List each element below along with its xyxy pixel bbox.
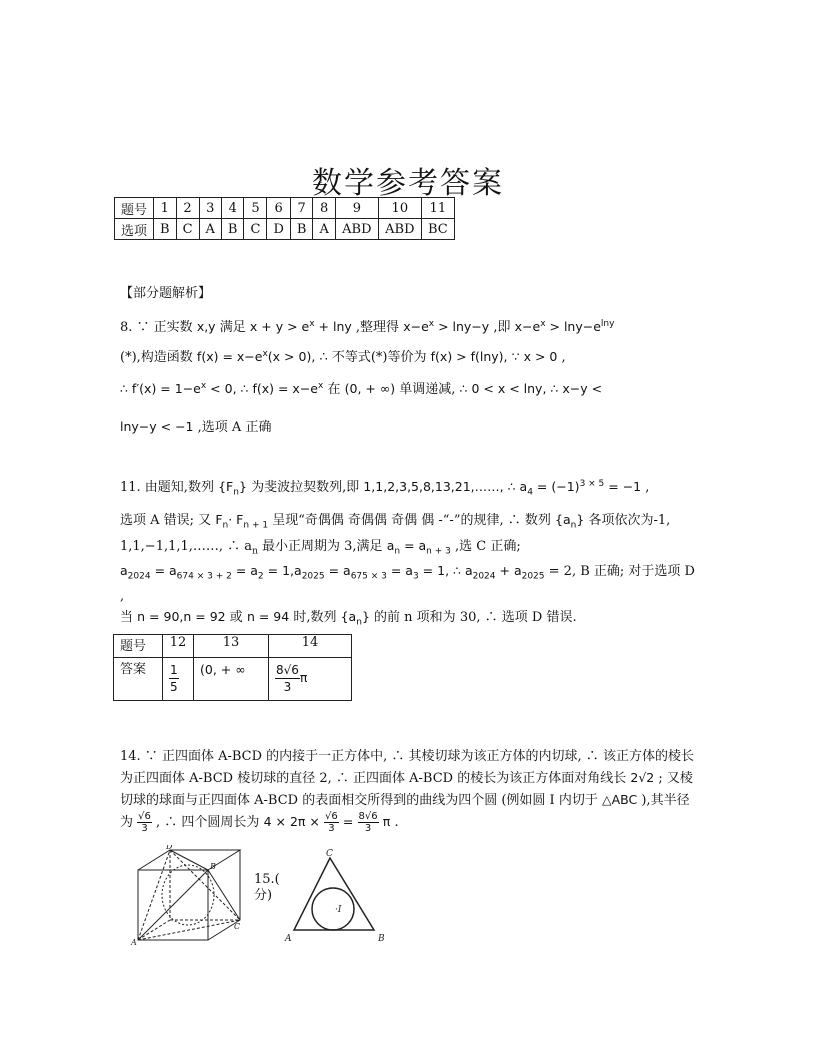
table-cell: B	[221, 219, 244, 240]
math-part: = −1	[608, 479, 642, 494]
table-cell: BC	[421, 219, 454, 240]
math-part: = a	[390, 563, 413, 579]
fraction	[137, 811, 152, 834]
triangle-incircle-figure	[282, 846, 392, 946]
math-part: x−e	[514, 319, 541, 334]
vertex-label-a: A	[285, 934, 292, 944]
numerator: √6	[325, 811, 338, 822]
math	[120, 381, 323, 396]
math-part: < 0, ∴ f(x) = x−e	[210, 381, 318, 396]
math	[218, 479, 247, 498]
table-cell: 1	[154, 198, 177, 219]
denominator: 3	[328, 823, 335, 834]
math: x,y	[196, 319, 216, 334]
tetra-edge	[170, 850, 240, 920]
tetra-edge	[170, 850, 208, 870]
table-row	[115, 198, 455, 219]
table-row	[114, 658, 352, 701]
sub: 4	[527, 487, 533, 498]
math	[340, 608, 370, 628]
text: 呈现“奇偶偶 奇偶偶 奇偶 偶 -“-”的规律, ∴ 数列	[272, 513, 551, 528]
table-cell: 3	[199, 198, 221, 219]
text: = 2, B 正确; 对于选项 D ,	[120, 564, 695, 604]
math: =	[342, 814, 354, 829]
text: 时,数列	[293, 609, 337, 625]
math	[197, 349, 315, 364]
vertex-label-b: B	[378, 934, 385, 944]
table-cell: 4	[221, 198, 244, 219]
text: 选项 A 错误; 又	[120, 513, 212, 528]
sub: n	[356, 617, 362, 628]
math-part: ∴ f′(x) = 1−e	[120, 381, 201, 396]
math: 4 × 2π ×	[263, 814, 320, 829]
text: ),其半径为	[120, 793, 690, 830]
math-part: = (−1)	[536, 479, 580, 494]
numerator: √6	[138, 811, 151, 822]
q15-label	[254, 872, 280, 904]
table-cell: 选项	[115, 219, 154, 240]
math	[120, 563, 545, 582]
math-part: · F	[228, 512, 244, 527]
table-cell: 6	[267, 198, 290, 219]
text: ,即	[493, 320, 511, 335]
math-part: }	[361, 608, 370, 624]
text: 各项依次为-1, 1,1,−1,1,1,……, ∴ a	[120, 513, 671, 554]
text: .	[394, 815, 399, 830]
math-part: x + y > e	[249, 319, 310, 334]
table-cell: 题号	[114, 635, 163, 658]
math: π	[299, 670, 308, 685]
table-cell: C	[244, 219, 267, 240]
text: ,整理得	[355, 320, 400, 335]
numerator: 8√6	[358, 811, 378, 822]
table-cell: 2	[176, 198, 199, 219]
math	[363, 478, 642, 498]
table-cell: 8	[313, 198, 335, 219]
table-cell: 11	[421, 198, 454, 219]
math-part: 1,1,2,3,5,8,13,21,……, ∴ a	[363, 479, 528, 494]
table-cell: 9	[335, 198, 378, 219]
math-part: > lny−e	[549, 319, 601, 334]
math-part: {F	[218, 479, 234, 494]
sup: x	[309, 318, 315, 329]
denominator: 3	[283, 680, 292, 694]
q8-line-4	[120, 416, 271, 435]
page-title: 数学参考答案	[312, 166, 504, 201]
text: 分)	[254, 888, 273, 903]
table-row	[114, 635, 352, 658]
vertex-label-d: D	[166, 845, 173, 851]
math-part: = 1,a	[267, 563, 302, 579]
table-cell: 14	[269, 635, 352, 658]
numerator: 8√6	[276, 663, 299, 677]
text: 8. ∵ 正实数	[120, 320, 193, 335]
math-part: = a	[328, 563, 351, 579]
q8-line-2	[120, 346, 566, 365]
text: ,	[561, 350, 566, 365]
answer-table-2	[113, 634, 352, 701]
table-cell: A	[199, 219, 221, 240]
tetra-edge	[138, 870, 208, 940]
table-cell: 13	[194, 635, 269, 658]
tetra-edge	[138, 850, 170, 940]
table-row	[115, 219, 455, 240]
math: n = 90,n = 92	[137, 608, 226, 624]
tetra-edge	[208, 870, 240, 920]
math	[515, 319, 615, 334]
math: (0, + ∞)	[344, 381, 396, 396]
text: , ∴ 四个圆周长为	[156, 815, 260, 830]
math-part: a	[120, 563, 128, 579]
sub: 2025	[301, 571, 325, 582]
text: ,选项 A 正确	[197, 420, 272, 435]
math-part: }	[576, 512, 585, 527]
fraction	[169, 662, 179, 695]
fraction	[358, 811, 379, 834]
incircle	[312, 888, 354, 930]
math-part: F	[215, 512, 223, 527]
q11-line-1	[120, 476, 649, 498]
sub: 2024	[127, 571, 151, 582]
math	[215, 512, 269, 531]
math: π	[382, 814, 391, 829]
vertex-label-a: A	[131, 938, 137, 945]
text: 满足	[219, 320, 246, 335]
math-part: + lny	[318, 319, 352, 334]
table-cell: 5	[244, 198, 267, 219]
sup: x	[262, 348, 268, 359]
sub: 3	[412, 571, 419, 582]
q14-paragraph	[120, 746, 700, 834]
math-part: (x > 0),	[267, 349, 316, 364]
sup: x	[540, 318, 546, 329]
math: (0, + ∞	[200, 662, 246, 677]
math	[386, 537, 451, 556]
table-cell: D	[267, 219, 290, 240]
text: (*),构造函数	[120, 350, 193, 365]
sub: 2024	[472, 571, 496, 582]
text: 14. ∵ 正四面体 A-BCD 的内接于一正方体中, ∴ 其棱切球为该正方体的内切球, ∴ 该正方体的棱长为正四面体 A-BCD 棱切球的直径 2, ∴ 正四面体 A-BCD 的棱长为该正方体面对角线长	[120, 749, 694, 786]
sub: n	[570, 520, 577, 531]
q8-line-1	[120, 316, 614, 335]
vertex-label-c: C	[234, 922, 241, 931]
math-part: > lny−y	[438, 319, 490, 334]
math-part: + a	[499, 563, 522, 579]
math: f(x) > f(lny),	[430, 349, 508, 364]
math: ∵ x > 0	[511, 349, 558, 364]
triangle-abc	[294, 858, 374, 930]
math: lny−y < −1	[120, 419, 194, 434]
text: 最小正周期为 3,满足	[262, 538, 383, 554]
math-part: {a	[340, 608, 357, 624]
denominator: 5	[170, 680, 178, 694]
math: ∴ 0 < x < lny, ∴ x−y <	[459, 381, 603, 396]
table-cell: ABD	[335, 219, 378, 240]
math-part: f(x) = x−e	[196, 349, 263, 364]
text: ∴ 不等式(*)等价为	[319, 350, 427, 365]
table-cell: 7	[290, 198, 313, 219]
math-part: }	[238, 479, 247, 494]
answer-table-1	[114, 197, 455, 240]
vertex-label-c: C	[326, 849, 333, 859]
table-cell	[163, 658, 194, 701]
sup: x	[428, 318, 435, 329]
table-cell: A	[313, 219, 335, 240]
table-cell	[269, 658, 352, 701]
incenter-label: ·I	[335, 905, 342, 915]
table-cell: ABD	[378, 219, 421, 240]
text: ,选 C 正确;	[455, 538, 521, 554]
text: 11. 由题知,数列	[120, 480, 214, 495]
denominator: 3	[141, 823, 148, 834]
math	[555, 512, 585, 531]
math	[403, 319, 489, 334]
sup: x	[200, 380, 207, 391]
sub: n	[222, 520, 229, 531]
sub: n	[233, 487, 239, 498]
table-cell: 题号	[115, 198, 154, 219]
text: 为斐波拉契数列,即	[251, 480, 360, 495]
fraction	[275, 662, 300, 695]
table-cell: B	[154, 219, 177, 240]
math-part: a	[386, 537, 395, 553]
math-part: x−e	[403, 319, 429, 334]
q11-paragraph	[120, 510, 700, 632]
table-cell: B	[290, 219, 313, 240]
sub: 2	[257, 571, 264, 582]
sub: n + 3	[426, 546, 451, 556]
sup: x	[317, 380, 324, 391]
text: 15.(	[254, 872, 280, 887]
text: 当	[120, 609, 134, 625]
text: 的前 n 项和为 30, ∴ 选项 D 错误.	[374, 609, 577, 625]
sub: 674 × 3 + 2	[176, 571, 232, 582]
sub: n + 1	[243, 520, 269, 531]
sup: 3 × 5	[579, 478, 605, 489]
table-cell: 10	[378, 198, 421, 219]
math-part: = a	[235, 563, 258, 579]
sub: n	[252, 546, 258, 557]
numerator: 1	[170, 663, 178, 677]
text: 单调递减,	[399, 382, 456, 397]
text: 或	[229, 609, 243, 625]
sup: lny	[600, 318, 615, 329]
math: △ABC	[601, 792, 638, 807]
table-cell: 12	[163, 635, 194, 658]
math	[250, 319, 352, 334]
math-part: = a	[404, 537, 427, 553]
cube-figure	[130, 845, 245, 945]
q8-line-3	[120, 378, 602, 397]
table-cell: 答案	[114, 658, 163, 701]
math-part: = a	[154, 563, 177, 579]
vertex-label-b: B	[210, 862, 216, 871]
sub: 675 × 3	[350, 571, 387, 582]
text: 在	[327, 382, 341, 397]
table-cell	[194, 658, 269, 701]
text: ; 又棱切球的球面与正四面体 A-BCD 的表面相交所得到的曲线为四个圆 (例如圆 I 内切于	[120, 771, 693, 808]
fraction	[324, 811, 339, 834]
math-part: {a	[555, 512, 571, 527]
sub: n	[394, 546, 401, 556]
section-heading: 【部分题解析】	[120, 286, 212, 301]
math-part: = 1, ∴ a	[422, 563, 473, 579]
math: 2√2	[630, 770, 655, 785]
table-cell: C	[176, 219, 199, 240]
denominator: 3	[364, 823, 372, 834]
sub: 2025	[521, 571, 545, 582]
math: n = 94	[246, 608, 290, 624]
text: ,	[645, 480, 650, 495]
